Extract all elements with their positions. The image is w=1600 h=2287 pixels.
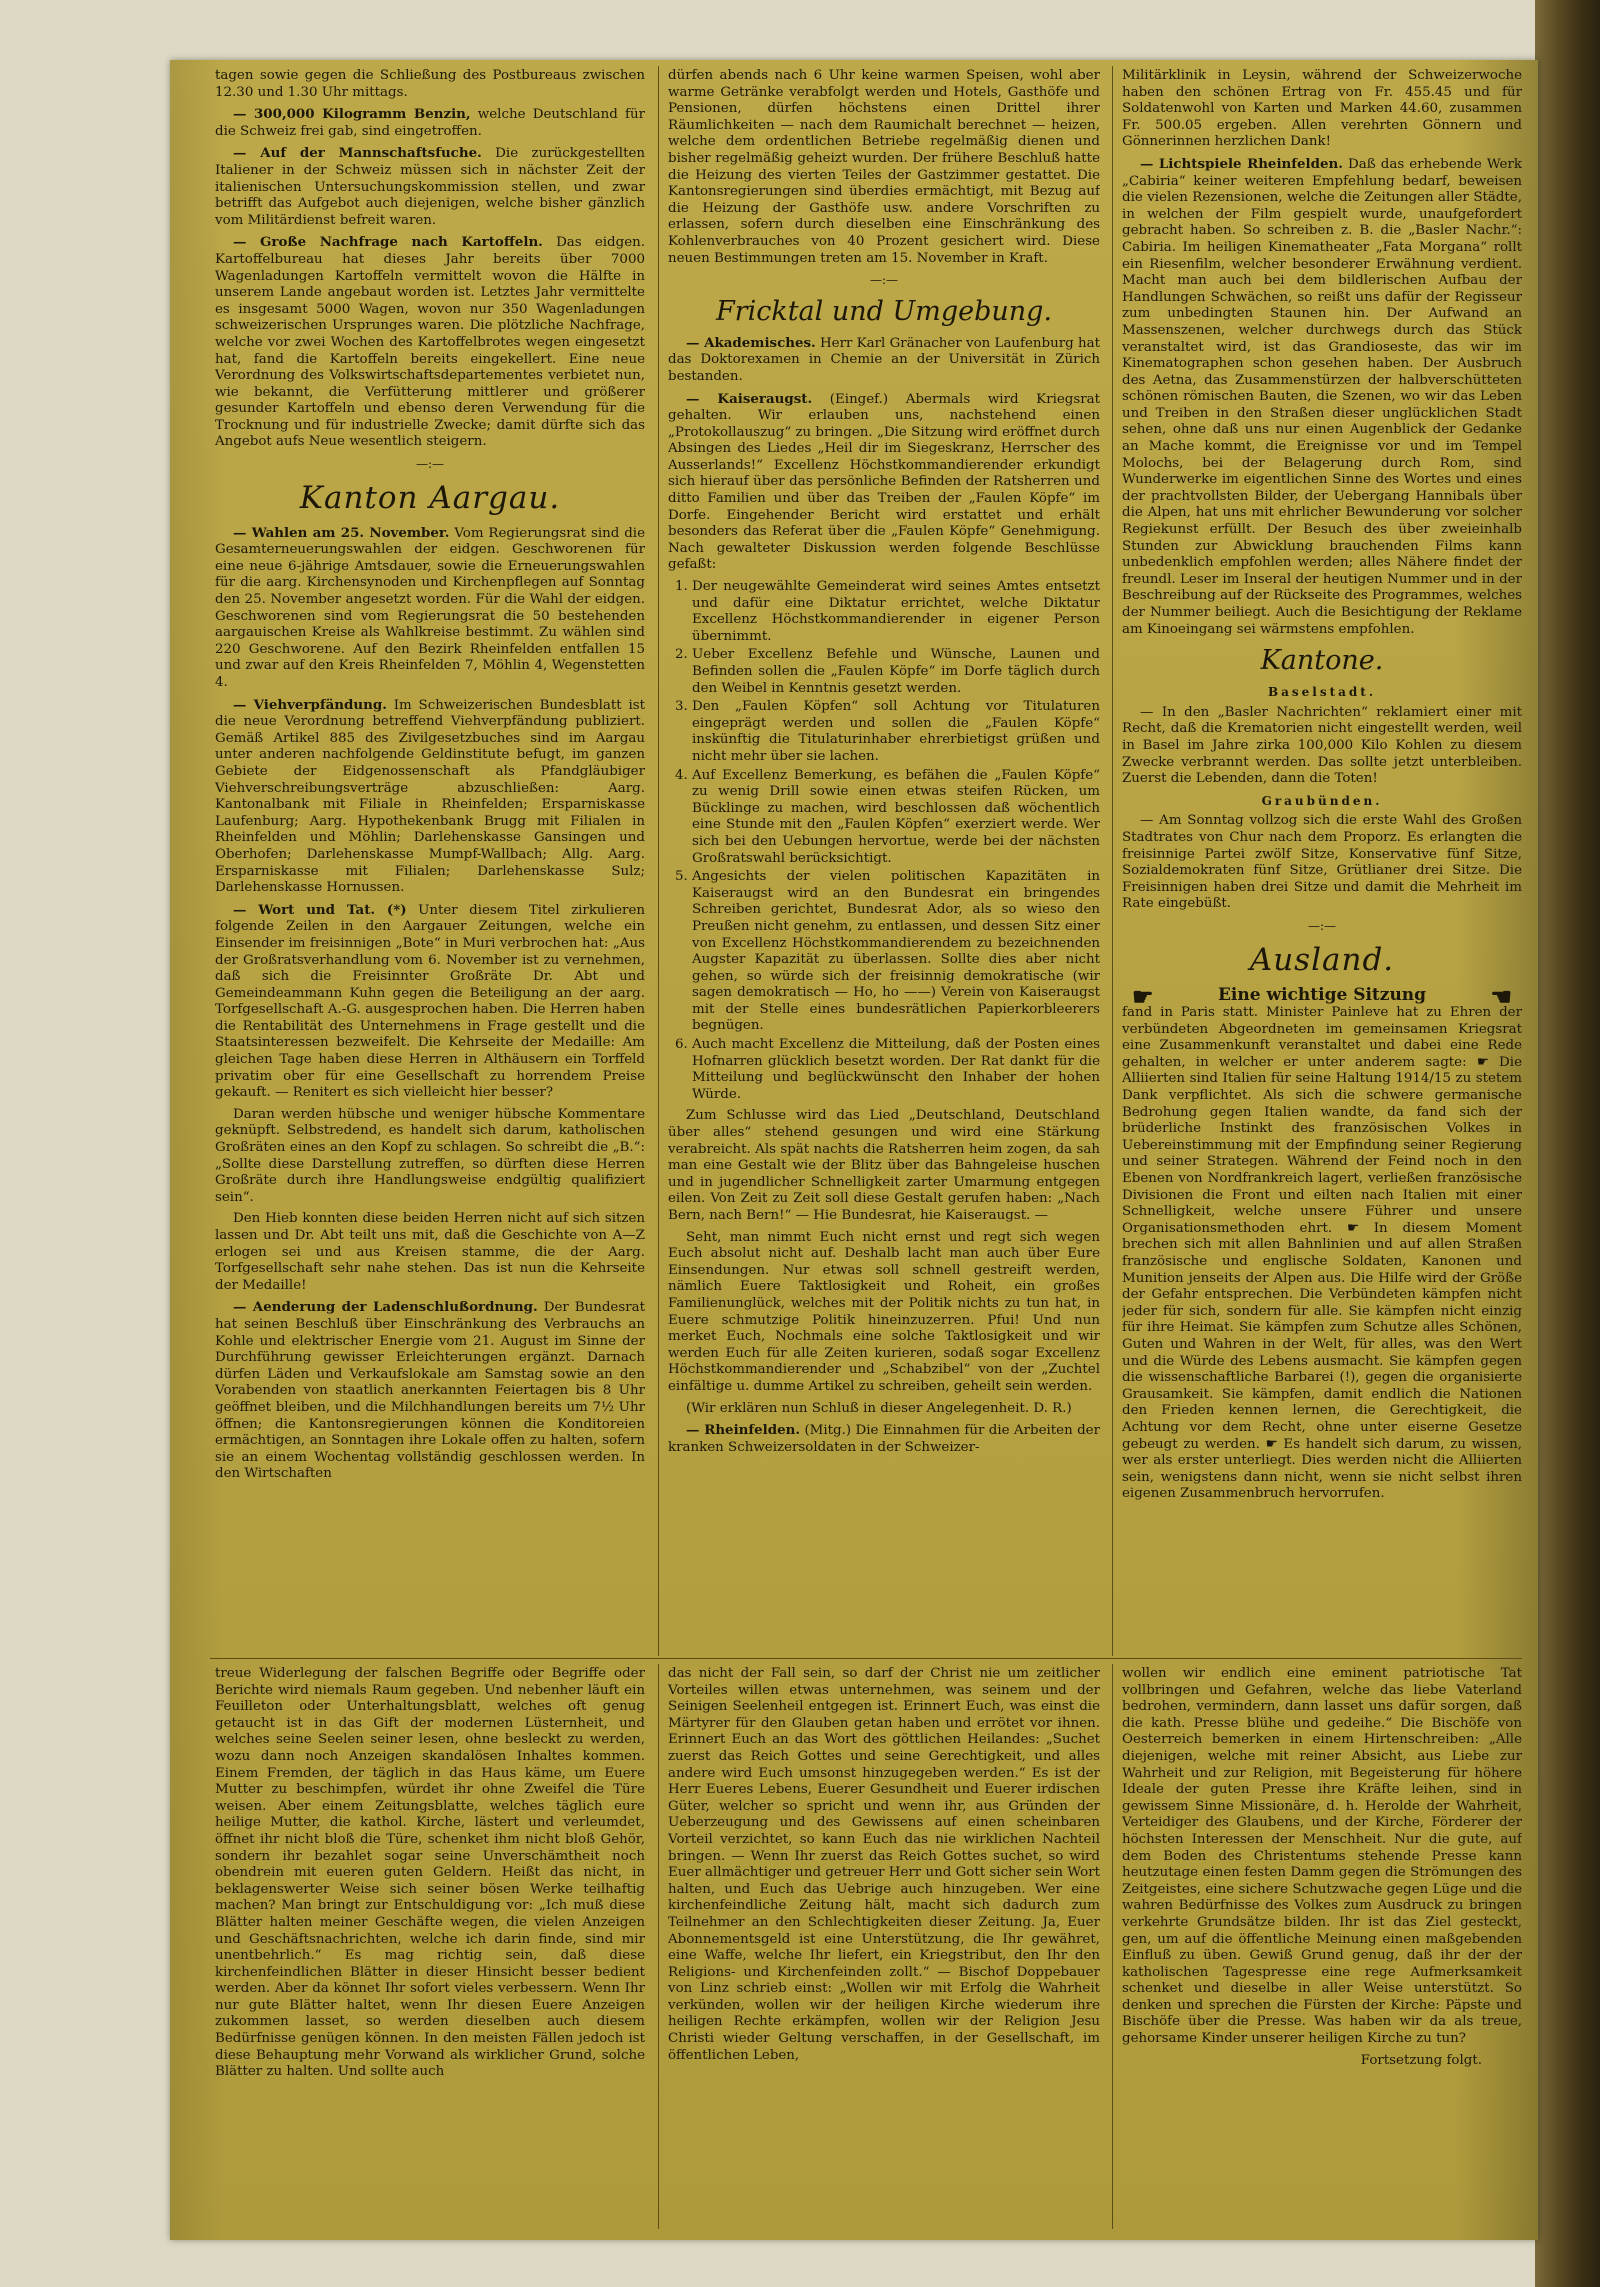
- text-akademisches: Herr Karl Gränacher von Laufenburg hat das Doktorexamen in Chemie an der Universität in Zürich bestanden.: [668, 335, 1100, 384]
- text-vieh: Im Schweizerischen Bundesblatt ist die neue Verordnung betreffend Viehverpfändung publiziert. Gemäß Artikel 885 des Zivilgesetzbuches sind im Aargau unter anderen nachfolgende Geldinstitute befugt, im ganzen Gebiete der Eidgenossenschaft als Pfandgläubiger Viehverschreibungsverträge abzuschließen: Aarg. Kantonalbank mit Filiale in Rheinfelden; Ersparniskasse Laufenburg; Aarg. Hypothekenbank Brugg mit Filialen in Rheinfelden und Möhlin; Darlehenskasse Gansingen und Oberhofen; Darlehenskasse Mumpf-Wallbach; Allg. Aarg. Ersparniskasse mit Filialen; Darlehenskasse Sulz; Darlehenskasse Hornussen.: [215, 697, 645, 896]
- lead-lichtspiele: — Lichtspiele Rheinfelden.: [1140, 155, 1343, 172]
- separator: —:—: [1307, 918, 1337, 933]
- book-binding: [1535, 0, 1600, 2287]
- text-kaiseraugst: (Eingef.) Abermals wird Kriegsrat gehalten. Wir erlauben uns, nachstehend einen „Protokollauszug“ zu bringen. „Die Sitzung wird eröffnet durch Absingen des Liedes „Heil dir im Siegeskranz, Herrscher des Ausserlands!“ Excellenz Höchstkommandierender erkundigt sich hierauf über das persönliche Befinden der Ratsherren und ditto Familien und über das Treiben der „Faulen Köpfe“ im Dorfe. Eingehender Bericht wird erstattet und erhält besonders das Referat über die „Faulen Köpfe“ Genehmigung. Nach gewalteter Diskussion werden folgende Beschlüsse gefaßt:: [668, 391, 1100, 573]
- lead-mannschaft: — Auf der Mannschaftsfuche.: [233, 145, 482, 162]
- separator: —:—: [869, 273, 899, 288]
- column-rule: [658, 1664, 659, 2229]
- heading-kanton-aargau: Kanton Aargau.: [299, 479, 561, 516]
- heading-fricktal: Fricktal und Umgebung.: [715, 295, 1053, 327]
- column-1: [215, 68, 645, 1643]
- text-sitzung: fand in Paris statt. Minister Painleve hat zu Ehren der verbündeten Abgeordneten im gemeinsamen Kriegsrat eine Zusammenkunft veranstaltet und dabei eine Rede gehalten, in welcher er unter anderem sagte: ☛ Die Alliierten sind Italien für seine Haltung 1914/15 zu stetem Dank verpflichtet. Als sich die schwere germanische Bedrohung gegen Italien wandte, da fand sich der brüderliche Instinkt des französischen Volkes in Uebereinstimmung mit der Empfindung seiner Regierung und seiner Strategen. Während der Feind noch in den Ebenen von Nordfrankreich lagert, verließen französische Divisionen die Front und eilten nach Italien mit einer Schnelligkeit, welche unsere Führer und unsere Organisationsmethoden ehrt. ☛ In diesem Moment brechen sich mit allen Bahnlinien und auf allen Straßen französische und englische Soldaten, Kanonen und Munition jenseits der Alpen aus. Die Hilfe wird der Größe der Gefahr entsprechen. Die Verbündeten kämpfen nicht jeder für sich, sondern für alle. Sie kämpfen nicht einzig für ihre Heimat. Sie kämpfen zum Schutze alles Schönen, Guten und Wahren in der Welt, für alles, was den Wert und die Würde des Lebens ausmacht. Sie kämpfen gegen die wissenschaftliche Barbarei (!), gegen die organisierte Grausamkeit. Sie kämpfen, damit endlich die Nationen den Frieden kennen lernen, die Gerechtigkeit, die Achtung vor dem Recht, ohne unter eiserne Gesetze gebeugt zu werden. ☛ Es handelt sich darum, zu wissen, wer als erster unterliegt. Dies werden nicht die Alliierten sein, wenigstens dann nicht, wenn sie nicht selbst ihren eigenen Zusammenbruch hervorrufen.: [1122, 1005, 1522, 1502]
- column-rule: [658, 66, 659, 1656]
- text-basel: — In den „Basler Nachrichten“ reklamiert einer mit Recht, daß die Krematorien nicht eingestellt werden, weil in Basel im Jahre zirka 100,000 Kilo Kohlen zu diesem Zwecke verbrannt werden. Das sollte jetzt unterbleiben. Zuerst die Lebenden, dann die Toten!: [1122, 704, 1522, 787]
- bottom-column-2: [668, 1666, 1100, 2226]
- headline-text: Eine wichtige Sitzung: [1217, 984, 1427, 1005]
- continued-note: Fortsetzung folgt.: [1360, 2052, 1482, 2068]
- text-bottom-1: treue Widerlegung der falschen Begriffe oder Begriffe oder Berichte wird niemals Raum gegeben. Und nebenher läuft ein Feuilleton oder Unterhaltungsblatt, welches oft genug getaucht ist in das Gift der modernen Lüsternheit, und welches seine Seelen seiner lesen, ohne besleckt zu werden, wozu dann noch Anzeigen skandalösen Inhaltes kommen. Einem Fremden, der täglich in das Haus käme, um Euere Mutter zu beschimpfen, würdet ihr ohne Zweifel die Türe weisen. Aber einem Zeitungsblatte, welches täglich eure heilige Mutter, die kathol. Kirche, lästert und verleumdet, öffnet ihr nicht bloß die Türe, schenket ihm nicht bloß Gehör, sondern ihr bezahlet sogar seine Unverschämtheit noch obendrein mit eueren guten Geldern. Heißt das nicht, in beklagenswerter Weise sich seiner bösen Werke teilhaftig machen? Man bringt zur Entschuldigung vor: „Ich muß diese Blätter halten meiner Geschäfte wegen, die vielen Anzeigen und Geschäftsnachrichten, welche ich darin finde, sind mir unentbehrlich.“ Es mag richtig sein, daß diese kirchenfeindlichen Blätter in dieser Hinsicht besser bedient werden. Aber da könnet Ihr sofort vieles verbessern. Wenn Ihr nur gute Blätter haltet, wenn Ihr diesen Euere Anzeigen zukommen lasset, so werden dieselben auch diesem Bedürfnisse genügen können. In den meisten Fällen jedoch ist diese Behauptung mehr Vorwand als wirklicher Grund, solche Blätter zu halten. Und sollte auch: [215, 1666, 645, 2080]
- column-rule: [1112, 1664, 1113, 2229]
- column-2: [668, 68, 1100, 1643]
- text-p8: Daran werden hübsche und weniger hübsche Kommentare geknüpft. Selbstredend, es handelt sich darum, katholischen Großräten eines an den Kopf zu schlagen. So schreibt die „B.“: „Sollte diese Darstellung zutreffen, so dürften diese Herren Großräte durch ihre Handlungsweise endgültig qualifiziert sein“.: [215, 1106, 645, 1205]
- headline-sitzung: [1122, 981, 1522, 1011]
- list-item: 1. Der neugewählte Gemeinderat wird seines Amtes entsetzt und dafür eine Diktatur errichtet, welche Diktatur Excellenz Höchstkommandierender in eigener Person übernimmt.: [692, 579, 1100, 645]
- text-wahlen: Vom Regierungsrat sind die Gesamterneuerungswahlen der eidgen. Geschworenen für eine neue 6-jährige Amtsdauer, sowie die Erneuerungswahlen für die aarg. Kirchensynoden und Kirchenpflegen auf Sonntag den 25. November angesetzt worden. Für die Wahl der eidgen. Geschworenen sind vom Regierungsrat die 50 bestehenden aargauischen Kreise als Wahlkreise bestimmt. Zu wählen sind 220 Geschworene. Auf den Bezirk Rheinfelden entfallen 15 und zwar auf den Kreis Rheinfelden 7, Möhlin 4, Wegenstetten 4.: [215, 525, 645, 690]
- text-lichtspiele: Daß das erhebende Werk „Cabiria“ keiner weiteren Empfehlung bedarf, beweisen die vielen Rezensionen, welche die Zeitungen aller Städte, in welchen der Film gespielt wurde, unaufgefordert gebracht haben. So schreiben z. B. die „Basler Nachr.“: Cabiria. Im heiligen Kinematheater „Fata Morgana“ rollt ein Riesenfilm, welcher besonderer Erwähnung verdient. Macht man auch bei dem bildlerischen Aufbau der Handlungen Schwächen, so reißt uns dafür der Regisseur zum unbedingten Staunen hin. Der Aufwand an Massenszenen, welcher durchwegs durch das Stück veranstaltet wird, ist das Grandioseste, das wir im Kinematographen schon gesehen haben. Der Ausbruch des Aetna, das Zusammenstürzen der halbverschütteten schönen römischen Bauten, die Szenen, wo wir das Leben und Treiben in den Straßen dieser unglücklichen Stadt sehen, ohne daß uns nur einen Augenblick der Gedanke an Mache kommt, die Ereignisse vor und im Tempel Molochs, bei der Belagerung durch Rom, sind Wunderwerke im eigentlichen Sinne des Wortes und eines der prachtvollsten Bilder, der Uebergang Hannibals über die Alpen, hat uns mit ehrlicher Bewunderung vor solcher Regiekunst erfüllt. Der Besuch des über zweieinhalb Stunden zur Abwicklung brauchenden Films kann unbedenklich empfohlen werden; alles Nähere findet der freundl. Leser im Inseral der heutigen Nummer und in der Beschreibung auf der Rückseite des Programmes, welches der Nummer beiliegt. Auch die Besichtigung der Reklame am Kinoeingang sei wärmstens empfohlen.: [1122, 156, 1522, 637]
- column-3: [1122, 68, 1522, 1643]
- column-rule: [1112, 66, 1113, 1656]
- lead-kartoffeln: — Große Nachfrage nach Kartoffeln.: [233, 234, 543, 251]
- separator: —:—: [415, 457, 445, 472]
- lead-rheinfelden: — Rheinfelden.: [686, 1422, 801, 1439]
- text-mannschaft: Die zurückgestellten Italiener in der Schweiz müssen sich in nächster Zeit der italienischen Untersuchungskommission stellen, und zwar betrifft das Aufgebot auch diejenigen, welche bisher gänzlich vom Militärdienst befreit waren.: [215, 146, 645, 228]
- lead-wort-tat: — Wort und Tat. (*): [233, 901, 407, 918]
- text-ladenschluss: Der Bundesrat hat seinen Beschluß über Einschränkung des Verbrauchs an Kohle und elektrischer Energie vom 21. August im Sinne der Durchführung gewisser Erleichterungen ergänzt. Darnach dürfen Läden und Verkaufslokale am Samstag sowie an den Vorabenden von staatlich anerkannten Feiertagen bis 8 Uhr geöffnet bleiben, und die Milchhandlungen bereits um 7½ Uhr öffnen; die Kantonsregierungen können die Konditoreien ermächtigen, an Sonntagen ihre Lokale offen zu halten, sofern sie an einem Wochentag vollständig geschlossen werden. In den Wirtschaften: [215, 1300, 645, 1482]
- text-col2-p1: dürfen abends nach 6 Uhr keine warmen Speisen, wohl aber warme Getränke verabfolgt werden und Hotels, Gasthöfe und Pensionen, dürfen höchstens einen Drittel ihrer Räumlichkeiten — nach dem Raumichalt berechnet — heizen, welche dem ordentlichen Betriebe regelmäßig dienen und bisher regelmäßig geheizt wurden. Der frühere Beschluß hatte die Heizung des vierten Teiles der Gastzimmer gestattet. Die Kantonsregierungen sind überdies ermächtigt, mit Bezug auf die Heizung der Gasthöfe usw. andere Vorschriften zu erlassen, sofern durch dieselben eine Einschränkung des Kohlenverbrauches von 40 Prozent gesichert wird. Diese neuen Bestimmungen treten am 15. November in Kraft.: [668, 68, 1100, 266]
- section-rule: [210, 1658, 1522, 1659]
- lead-vieh: — Viehverpfändung.: [233, 696, 387, 713]
- text-kartoffeln: Das eidgen. Kartoffelbureau hat dieses Jahr bereits über 7000 Wagenladungen Kartoffeln vermittelt wovon die Hälfte in unserem Lande angebaut worden ist. Letztes Jahr vermittelte es insgesamt 5000 Wagen, wovon nur 350 Wagenladungen schweizerischen Ursprunges waren. Die plötzliche Nachfrage, welche vor zwei Wochen des Kartoffelbrotes wegen eingesetzt hat, fand die Kartoffeln bereits eingekellert. Eine neue Verordnung des Volkswirtschaftsdepartementes verbietet nun, wie bekannt, die Verfütterung mittlerer und größerer gesunder Kartoffeln und ebenso deren Verwendung für die Trocknung und für industrielle Zwecke; damit dürfte sich das Angebot aufs Neue wesentlich steigern.: [215, 235, 645, 450]
- list-item: 3. Den „Faulen Köpfen“ soll Achtung vor Titulaturen eingeprägt werden und sollen die „Faulen Köpfe“ inskünftig die Titulaturinhaber ehrerbietigst grüßen und nicht mehr über sie lachen.: [692, 699, 1100, 765]
- text-rheinfelden: (Mitg.) Die Einnahmen für die Arbeiten der kranken Schweizersoldaten in der Schweizer-: [668, 1423, 1100, 1455]
- heading-kantone: Kantone.: [1260, 645, 1384, 677]
- text-col2-p5: Seht, man nimmt Euch nicht ernst und regt sich wegen Euch absolut nicht auf. Deshalb lacht man auch über Eure Einsendungen. Nur etwas soll schnell gestreift werden, nämlich Euere Taktlosigkeit und Roheit, ein großes Familienunglück, welches mit der Politik nichts zu tun hat, in Euere schmutzige Politik hineinzuzerren. Pfui! Und nun merket Euch, Nochmals eine solche Taktlosigkeit und wir werden Euch für alle Zeiten kurieren, sodaß sogar Excellenz Höchstkommandierender und „Schabzibel“ von der „Zuchtel einfältige u. dumme Artikel zu schreiben, geheilt sein werden.: [668, 1229, 1100, 1394]
- lead-kaiseraugst: — Kaiseraugst.: [686, 390, 813, 407]
- subheading-baselstadt: Baselstadt.: [1267, 685, 1377, 700]
- text-p1: tagen sowie gegen die Schließung des Postbureaus zwischen 12.30 und 1.30 Uhr mittags.: [215, 68, 645, 100]
- list-item: 6. Auch macht Excellenz die Mitteilung, daß der Posten eines Hofnarren glücklich besetzt worden. Der Rat dankt für die Mitteilung und beglückwünscht den Inhaber der hohen Würde.: [692, 1037, 1100, 1103]
- list-item: 5. Angesichts der vielen politischen Kapazitäten in Kaiseraugst wird an den Bundesrat ein bringendes Schreiben gerichtet, Bundesrat Ador, als so wieso den Preußen nicht genehm, zu entlassen, und dessen Sitz einer von Excellenz Höchstkommandierendem zu bezeichnenden Augster Kapazität zu überlassen. Sollte dies aber nicht gehen, so würde sich der freisinnig demokratische (wir sagen demokratisch — Ho, ho ——) Verein von Kaiseraugst mit der Stelle eines bundesrätlichen Papierkorbleerers begnügen.: [692, 869, 1100, 1035]
- text-bottom-2: das nicht der Fall sein, so darf der Christ nie um zeitlicher Vorteiles willen etwas unternehmen, was seinem und der Seinigen Seelenheil entgegen ist. Erinnert Euch, was einst die Märtyrer für den Glauben getan haben und errötet vor ihnen. Erinnert Euch an das Wort des göttlichen Heilandes: „Suchet zuerst das Reich Gottes und seine Gerechtigkeit, und alles andere wird Euch umsonst hinzugegeben werden.“ Es ist der Herr Eueres Lebens, Euerer Gesundheit und Euerer irdischen Güter, welcher so spricht und wenn ihr, aus Gründen der Ueberzeugung und des Gewissens auf einen scheinbaren Vorteil verzichtet, so kann Euch das nie wirklichen Nachteil bringen. — Wenn Ihr zuerst das Reich Gottes suchet, so wird Euer allmächtiger und getreuer Herr und Gott sicher sein Wort halten, und Euch das Uebrige auch hinzugeben. Wer eine kirchenfeindliche Zeitung hält, macht sich dadurch zum Teilnehmer an den Schlechtigkeiten dieser Zeitung. Ja, Euer Abonnementsgeld ist eine Unterstützung, die Ihr gewähret, eine Waffe, welche Ihr liefert, ein Kriegstribut, den Ihr den Religions- und Kirchenfeinden zollt.“ — Bischof Doppebauer von Linz schrieb einst: „Wollen wir mit Erfolg die Wahrheit verkünden, wollen wir der heiligen Kirche wiederum ihre heiligen Rechte erkämpfen, wollen wir der Religion Jesu Christi wieder Geltung verschaffen, in der Gesellschaft, im öffentlichen Leben,: [668, 1666, 1100, 2063]
- bottom-column-1: [215, 1666, 645, 2226]
- text-col3-p1: Militärklinik in Leysin, während der Schweizerwoche haben den schönen Ertrag von Fr. 455.45 und für Soldatenwohl von Karten und Marken 44.60, zusammen Fr. 500.05 ergeben. Allen verehrten Gönnern und Gönnerinnen herzlichen Dank!: [1122, 68, 1522, 150]
- lead-akademisches: — Akademisches.: [686, 334, 816, 351]
- subheading-graubuenden: Graubünden.: [1261, 793, 1383, 808]
- lead-benzin: — 300,000 Kilogramm Benzin,: [233, 106, 471, 123]
- newspaper-page: [170, 60, 1538, 2240]
- text-col2-p6: (Wir erklären nun Schluß in dieser Angelegenheit. D. R.): [686, 1400, 1072, 1416]
- text-bottom-3: wollen wir endlich eine eminent patriotische Tat vollbringen und Gefahren, welche das liebe Vaterland bedrohen, vermindern, dann lasset uns dafür sorgen, daß die kath. Presse blühe und gedeihe.“ Die Bischöfe von Oesterreich bemerken in einem Hirtenschreiben: „Alle diejenigen, welche mit reiner Absicht, aus Liebe zur Wahrheit und zur Religion, mit Begeisterung für höhere Ideale der guten Presse ihre Kräfte leihen, sind in gewissem Sinne Missionäre, d. h. Herolde der Wahrheit, Verteidiger des Glaubens, und der Kirche, Förderer der höchsten Interessen der Menschheit. Nur die gute, auf dem Boden des Christentums stehende Presse kann heutzutage einen festen Damm gegen die Strömungen des Zeitgeistes, eine sichere Schutzwache gegen Lüge und die wahren Bedürfnisse des Volkes zum Ausdruck zu bringen verkehrte Grundsätze bilden. Ihr ist das Ziel gesteckt, gen, um auf die öffentliche Meinung einen maßgebenden Einfluß zu üben. Gewiß Grund genug, daß ihr der der katholischen Tagespresse eine rege Aufmerksamkeit schenket und dieselbe in aller Weise unterstützt. So denken und sprechen die Fürsten der Kirche: Päpste und Bischöfe über die Presse. Was haben wir da als treue, gehorsame Kinder unserer heiligen Kirche zu tun?: [1122, 1666, 1522, 2047]
- text-p9: Den Hieb konnten diese beiden Herren nicht auf sich sitzen lassen und Dr. Abt teilt uns mit, daß die Geschichte von A—Z erlogen sei und aus Kreisen stamme, die der Aarg. Torfgesellschaft sehr nahe stehen. Das ist nun die Kehrseite der Medaille!: [215, 1211, 645, 1293]
- lead-ladenschluss: — Aenderung der Ladenschlußordnung.: [233, 1299, 538, 1316]
- bottom-column-3: [1122, 1666, 1522, 2226]
- pointing-hand-icon: ☚: [1490, 981, 1512, 1011]
- resolution-list: [668, 579, 1100, 1103]
- heading-ausland: Ausland.: [1249, 941, 1395, 978]
- text-chur: — Am Sonntag vollzog sich die erste Wahl des Großen Stadtrates von Chur nach dem Proporz. Es erlangten die freisinnige Partei zwölf Sitze, Konservative fünf Sitze, Sozialdemokraten fünf Sitze, Grütlianer drei Sitze. Die Freisinnigen haben drei Sitze und damit die Mehrheit im Rate eingebüßt.: [1122, 813, 1522, 912]
- list-item: 4. Auf Excellenz Bemerkung, es befähen die „Faulen Köpfe“ zu wenig Drill sowie einen etwas steifen Rücken, um Bücklinge zu machen, wird beschlossen daß wöchentlich eine Stunde mit den „Faulen Köpfen“ exerziert werde. Wer sich bei den Uebungen hervortue, werde bei der nächsten Großratswahl berücksichtigt.: [692, 768, 1100, 868]
- lead-wahlen: — Wahlen am 25. November.: [233, 524, 450, 541]
- pointing-hand-icon: ☛: [1132, 981, 1154, 1011]
- text-wort-tat: Unter diesem Titel zirkulieren folgende Zeilen in den Aargauer Zeitungen, welche ein Einsender im freisinnigen „Bote“ in Muri verbrochen hat: „Aus der Großratsverhandlung vom 6. November ist zu vernehmen, daß sich die Freisinnter Großräte Dr. Abt und Gemeindeammann Kuhn gegen die Beteiligung an der aarg. Torfgesellschaft A.-G. ausgesprochen haben. Die Herren haben die Rentabilität des Unternehmens in Frage gestellt und die Staatsinteressen bezweifelt. Die Kehrseite der Medaille: Am gleichen Tage haben diese Herren in Althäusern ein Torffeld privatim ober für eine Gesellschaft zu horrendem Preise gekauft. — Renitert es sich vielleicht hier besser?: [215, 902, 645, 1101]
- text-benzin: welche Deutschland für die Schweiz frei gab, sind eingetroffen.: [215, 107, 645, 139]
- text-col2-p4: Zum Schlusse wird das Lied „Deutschland, Deutschland über alles“ stehend gesungen und wird eine Stärkung verabreicht. Als spät nachts die Ratsherren heim zogen, da sah man eine Gestalt wie der Blitz über das Bahngeleise huschen und in jugendlicher Schnelligkeit zarter Umarmung entgegen eilen. Von Zeit zu Zeit soll diese Gestalt gerufen haben: „Nach Bern, nach Bern!“ — Hie Bundesrat, hie Kaiseraugst. —: [668, 1108, 1100, 1223]
- list-item: 2. Ueber Excellenz Befehle und Wünsche, Launen und Befinden sollen die „Faulen Köpfe“ im Dorfe täglich durch den Weibel in Kenntnis gesetzt werden.: [692, 647, 1100, 697]
